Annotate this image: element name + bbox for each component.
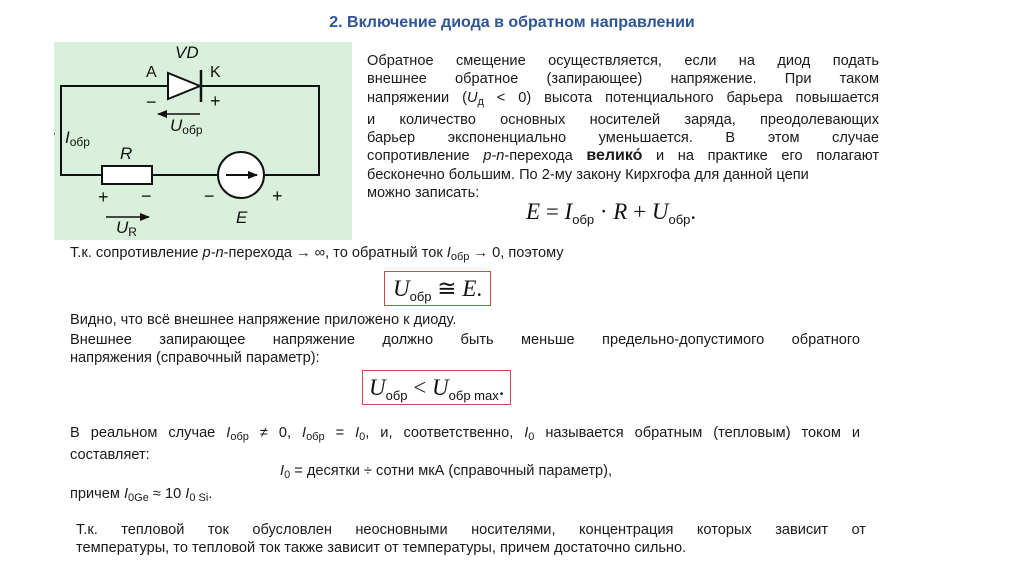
circuit-diagram	[54, 42, 352, 240]
line-all-voltage: Видно, что всё внешнее напряжение приложено к диоду.	[70, 312, 457, 328]
label-u-r: $U_R$	[116, 218, 137, 239]
line-ge-vs-si: причем $I_{0Ge} \approx 10$ $I_{0 Si}$.	[70, 486, 213, 504]
p2-line1: Внешнее запирающее напряжение должно быть меньше предельно-допустимого обратного	[70, 332, 860, 348]
label-i-obr: $I_{обр}$	[65, 128, 90, 149]
p1-line8: можно записать:	[367, 185, 480, 202]
p1-line7: бесконечно большим. По 2-му закону Кирхгофа для данной цепи	[367, 166, 809, 183]
label-u-obr: $U_{обр}$	[170, 116, 203, 137]
p3-line2: составляет:	[70, 447, 150, 464]
line-resistance-infinity: Т.к. сопротивление p-n-перехода → ∞, то обратный ток $I_{обр} \to 0$, поэтому	[70, 245, 564, 263]
label-source-minus: −	[204, 186, 215, 206]
p1-line1: Обратное смещение осуществляется, если на диод подать	[367, 53, 879, 69]
p1-line4: и количество основных носителей заряда, преодолевающих	[367, 111, 879, 128]
p1-line3: напряжении $(U_д < 0)$ высота потенциального барьера повышается	[367, 89, 879, 108]
slide-title: 2. Включение диода в обратном направлении	[329, 14, 695, 31]
label-diode-minus: −	[146, 92, 157, 112]
line-i0-value: $I_0$ = десятки ÷ сотни мкА (справочный параметр),	[280, 463, 613, 481]
paragraph-thermal-current	[76, 521, 866, 558]
p4-line1: Т.к. тепловой ток обусловлен неосновными носителями, концентрация которых зависит от	[76, 522, 866, 538]
equation-kirchhoff: $E = I_{обр} \cdot R + U_{обр}$.	[526, 199, 697, 227]
resistor	[102, 166, 152, 184]
p1-line2: внешнее обратное (запирающее) напряжение. При таком	[367, 71, 879, 88]
paragraph-max-voltage	[70, 331, 860, 368]
p3-line1: В реальном случае $I_{обр} \ne 0$, $I_{обр} = I_0$, и, соответственно, $I_0$ называется обратным (тепловым) током и	[70, 425, 860, 443]
p1-line5: барьер экспоненциально уменьшается. В этом случае	[367, 130, 879, 147]
label-diode-plus: +	[210, 91, 221, 111]
paragraph-reverse-bias	[367, 52, 879, 202]
label-r-plus: +	[98, 187, 109, 207]
p2-line2: напряжения (справочный параметр):	[70, 350, 320, 367]
label-source-plus: +	[272, 186, 283, 206]
label-cathode: K	[210, 64, 221, 81]
circuit-schematic	[54, 42, 352, 240]
label-vd: VD	[175, 43, 199, 62]
paragraph-real-case	[70, 424, 860, 465]
equation-u-approx-e: $U_{обр}$ ≅ E.	[384, 271, 491, 306]
p1-line6: сопротивление p-n-перехода велико́ и на практике его полагают	[367, 147, 880, 165]
diode-triangle	[168, 73, 200, 99]
label-r: R	[120, 144, 133, 163]
label-e: E	[236, 208, 248, 227]
equation-u-less-umax: $U_{обр} < U_{обр max}$.	[362, 370, 511, 405]
p4-line2: температуры, то тепловой ток также зависит от температуры, причем достаточно сильно.	[76, 540, 687, 557]
label-r-minus: −	[141, 186, 152, 206]
label-anode: A	[146, 64, 157, 81]
